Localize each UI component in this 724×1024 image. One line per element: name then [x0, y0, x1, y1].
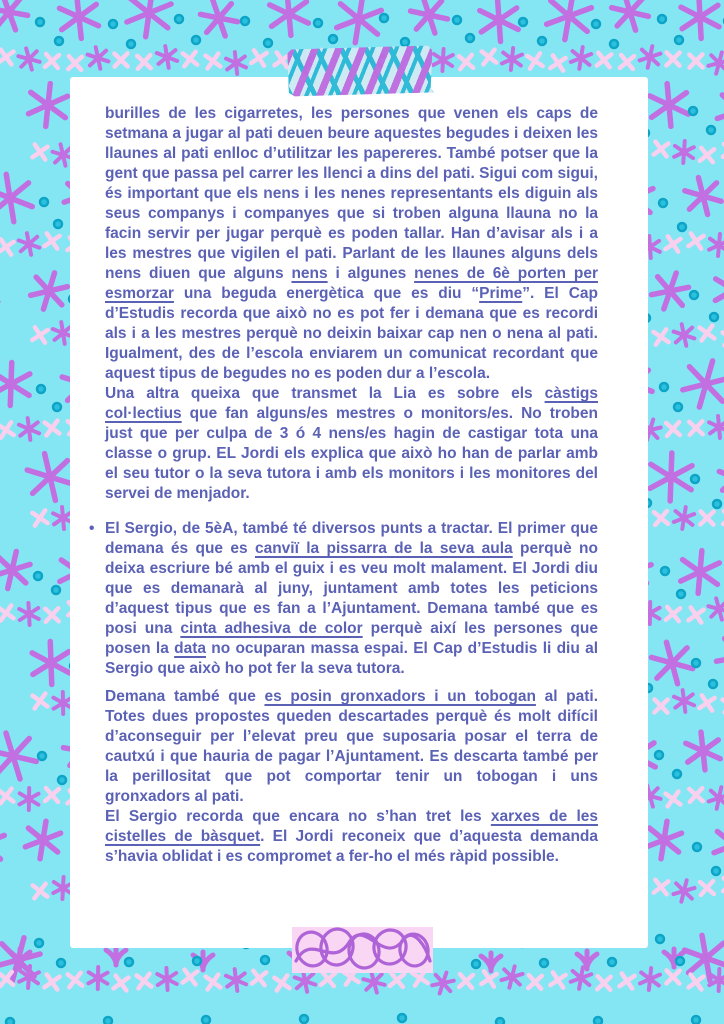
- x-mark-icon: [274, 52, 289, 67]
- dot-icon: [261, 956, 269, 964]
- dot-icon: [707, 126, 715, 134]
- text-segment: al pati. Totes dues propostes queden descartades perquè és molt difícil d’aconseguir per l’elevat preu que suposaria posar el terra de cautxú i que hauria de pagar l’Ajuntament. Es descarta també per la perillositat que pot comportar tenir un tobogan i uns gronxadors al pati.: [105, 688, 599, 805]
- x-mark-icon: [206, 54, 221, 69]
- bullet-marker: •: [89, 520, 95, 537]
- underlined-text: data: [174, 640, 206, 657]
- x-mark-icon: [45, 788, 59, 802]
- dot-icon: [690, 291, 698, 299]
- x-mark-icon: [32, 327, 47, 342]
- x-mark-icon: [32, 510, 47, 525]
- underlined-text: nenes de 6è porten per esmorzar: [105, 265, 598, 302]
- asterisk-icon: [680, 0, 719, 39]
- bulleted-paragraph: [89, 519, 599, 679]
- text-segment: i algunes: [327, 265, 415, 282]
- dot-icon: [127, 40, 135, 48]
- underlined-text: Prime: [479, 285, 523, 302]
- dot-icon: [659, 199, 667, 207]
- asterisk-icon: [709, 415, 724, 439]
- asterisk-icon: [0, 0, 31, 35]
- dot-icon: [691, 475, 699, 483]
- dot-icon: [519, 18, 527, 26]
- asterisk-icon: [673, 689, 694, 713]
- x-mark-icon: [666, 52, 679, 65]
- underlined-text: càstigs col·lectius: [105, 385, 598, 422]
- underlined-text: es posin gronxadors i un tobogan: [264, 688, 536, 705]
- asterisk-icon: [24, 449, 75, 505]
- dot-icon: [710, 313, 718, 321]
- text-segment: El Sergio, de 5èA, també té diversos punts a tractar. El primer que demana és que es: [105, 520, 598, 557]
- asterisk-icon: [24, 819, 62, 862]
- x-mark-icon: [137, 55, 151, 69]
- asterisk-icon: [545, 0, 594, 43]
- text-segment: Una altra queixa que transmet la Lia es sobre els: [105, 385, 545, 402]
- x-mark-icon: [700, 511, 713, 524]
- text-segment: perquè així les persones que posen la: [105, 620, 598, 657]
- x-mark-icon: [550, 972, 565, 987]
- underlined-text: nens: [291, 265, 328, 282]
- dot-icon: [673, 770, 681, 778]
- text-segment: perquè no deixa escriure bé amb el guix i es veu molt malament. El Jordi diu que es demanarà al juny, juntament amb totes les peticions d’aquest tipus que es fan a l’Ajuntament. Demana també que es posi una: [105, 540, 598, 637]
- x-mark-icon: [700, 326, 715, 341]
- x-mark-icon: [550, 55, 565, 70]
- asterisk-icon: [0, 548, 32, 592]
- asterisk-icon: [672, 322, 695, 347]
- dot-icon: [314, 19, 322, 27]
- dot-icon: [661, 567, 669, 575]
- dot-icon: [202, 1016, 210, 1024]
- x-mark-icon: [666, 970, 679, 983]
- underlined-text: canviï la pissarra de la seva aula: [254, 540, 513, 557]
- asterisk-icon: [19, 603, 39, 626]
- asterisk-icon: [639, 967, 660, 991]
- asterisk-icon: [27, 82, 68, 129]
- dot-icon: [540, 959, 548, 967]
- dot-icon: [55, 37, 63, 45]
- asterisk-icon: [680, 549, 721, 595]
- dot-icon: [104, 1017, 112, 1024]
- x-mark-icon: [527, 53, 542, 68]
- dot-icon: [655, 751, 663, 759]
- asterisk-icon: [645, 819, 683, 862]
- asterisk-icon: [685, 730, 721, 771]
- underlined-text: cinta adhesiva de color: [180, 620, 363, 637]
- dot-icon: [35, 939, 43, 947]
- x-mark-icon: [619, 973, 634, 988]
- asterisk-icon: [156, 45, 178, 70]
- dot-icon: [610, 40, 618, 48]
- paragraph: [105, 807, 598, 867]
- dot-icon: [693, 843, 701, 851]
- asterisk-icon: [225, 51, 246, 75]
- asterisk-icon: [673, 506, 695, 531]
- dot-icon: [109, 20, 117, 28]
- arrow-up-icon: [481, 953, 501, 971]
- dot-icon: [380, 14, 388, 22]
- dot-icon: [241, 17, 249, 25]
- x-mark-icon: [654, 511, 668, 525]
- dot-icon: [674, 403, 682, 411]
- dot-icon: [592, 20, 600, 28]
- document-card: [70, 77, 648, 948]
- asterisk-icon: [0, 727, 40, 785]
- x-mark-icon: [666, 422, 680, 436]
- dot-icon: [34, 572, 42, 580]
- x-mark-icon: [0, 789, 13, 804]
- asterisk-icon: [649, 82, 690, 128]
- x-mark-icon: [183, 52, 197, 66]
- dot-icon: [37, 385, 45, 393]
- dot-icon: [594, 1017, 602, 1024]
- dot-icon: [608, 958, 616, 966]
- dot-icon: [264, 39, 272, 47]
- asterisk-icon: [431, 970, 456, 997]
- dot-icon: [692, 659, 700, 667]
- dot-icon: [538, 37, 546, 45]
- asterisk-icon: [157, 968, 177, 991]
- asterisk-icon: [0, 171, 34, 225]
- x-mark-icon: [274, 975, 289, 990]
- asterisk-icon: [433, 49, 453, 72]
- x-mark-icon: [688, 607, 703, 622]
- x-mark-icon: [206, 975, 221, 990]
- asterisk-icon: [500, 964, 524, 990]
- dot-icon: [453, 16, 461, 24]
- dot-icon: [466, 34, 474, 42]
- dot-icon: [57, 959, 65, 967]
- x-mark-icon: [689, 54, 702, 67]
- dot-icon: [712, 867, 720, 875]
- dot-icon: [689, 107, 697, 115]
- asterisk-icon: [88, 967, 107, 989]
- asterisk-icon: [648, 268, 691, 315]
- x-mark-icon: [689, 788, 703, 802]
- text-segment: ”. El Cap d’Estudis recorda que això no es pot fer i demana que es recordi als i a les mestres perquè no deixin baixar cap nen o nena al pati. Igualment, des de l’escola enviarem un comunicat recordant que aquest tipus de begudes no es poden dur a l’escola.: [105, 285, 598, 382]
- asterisk-icon: [501, 47, 522, 71]
- x-mark-icon: [666, 607, 680, 621]
- dot-icon: [125, 958, 133, 966]
- dot-icon: [709, 680, 717, 688]
- x-mark-icon: [700, 148, 714, 162]
- x-mark-icon: [688, 233, 703, 248]
- x-mark-icon: [45, 54, 59, 68]
- x-mark-icon: [528, 975, 542, 989]
- asterisk-icon: [335, 0, 383, 46]
- document-content: [89, 104, 599, 867]
- dot-icon: [52, 586, 60, 594]
- asterisk-icon: [712, 627, 724, 686]
- asterisk-icon: [197, 0, 240, 41]
- asterisk-icon: [18, 417, 39, 441]
- washi-tape-scribble-icon: [292, 927, 433, 973]
- text-segment: que fan alguns/es mestres o monitors/es. No troben just que per culpa de 3 ó 4 nens/es hagin de castigar tota una classe o grup. EL Jordi els explica que això ho han de parlar amb el seu tutor o la seva tutora i amb els monitors i les monitores del servei de menjador.: [105, 405, 598, 502]
- x-mark-icon: [665, 236, 680, 251]
- x-mark-icon: [68, 973, 82, 987]
- dot-icon: [401, 38, 409, 46]
- x-mark-icon: [114, 53, 127, 66]
- asterisk-icon: [672, 878, 696, 904]
- asterisk-icon: [86, 45, 109, 70]
- x-mark-icon: [183, 970, 198, 985]
- x-mark-icon: [68, 56, 82, 70]
- asterisk-icon: [709, 233, 724, 257]
- x-mark-icon: [597, 976, 610, 989]
- x-mark-icon: [33, 884, 47, 898]
- x-mark-icon: [700, 881, 714, 895]
- x-mark-icon: [32, 144, 47, 159]
- dot-icon: [300, 1015, 308, 1023]
- washi-tape-crosshatch-icon: [287, 44, 434, 97]
- asterisk-icon: [650, 452, 693, 501]
- x-mark-icon: [654, 699, 667, 712]
- paragraph: [105, 104, 598, 384]
- x-mark-icon: [597, 53, 611, 67]
- asterisk-icon: [0, 817, 6, 871]
- dot-icon: [677, 590, 685, 598]
- x-mark-icon: [689, 975, 704, 990]
- dot-icon: [193, 957, 201, 965]
- text-segment: El Sergio recorda que encara no s’han tret les: [105, 808, 491, 825]
- dot-icon: [36, 18, 44, 26]
- text-segment: no ocuparan massa espai. El Cap d’Estudis li diu al Sergio que això ho pot fer la seva tutora.: [105, 640, 599, 677]
- x-mark-icon: [0, 50, 13, 65]
- text-segment: una beguda energètica que es diu “: [173, 285, 480, 302]
- asterisk-icon: [712, 821, 724, 869]
- text-segment: burilles de les cigarretes, les persones que venen els caps de setmana a jugar al pati deuen beure aquestes begudes i deixen les llaunes al pati enlloc d’utilitzar les papereres. També potser que la gent que passa pel carrer les llenci a dins del pati. Sigui com sigui, és important que els nens i les nenes representants els diguin als seus companys i companyes que si troben alguna llauna no la facin servir per jugar perquè es poden tallar. Han d’avisar als i a les mestres que vigilen el pati. Parlant de les llaunes alguns dels nens diuen que alguns: [105, 105, 598, 282]
- asterisk-icon: [674, 140, 694, 163]
- x-mark-icon: [0, 605, 14, 620]
- x-mark-icon: [44, 233, 59, 248]
- asterisk-icon: [32, 641, 70, 685]
- x-mark-icon: [45, 421, 60, 436]
- asterisk-icon: [570, 46, 592, 71]
- dot-icon: [398, 1014, 406, 1022]
- text-segment: Demana també que: [105, 688, 265, 705]
- x-mark-icon: [390, 973, 404, 987]
- paragraph: [105, 384, 598, 504]
- underlined-text: xarxes de les cistelles de bàsquet: [105, 808, 598, 845]
- dot-icon: [472, 960, 480, 968]
- x-mark-icon: [45, 608, 58, 621]
- dot-icon: [678, 223, 686, 231]
- asterisk-icon: [225, 968, 246, 992]
- asterisk-icon: [125, 0, 173, 40]
- asterisk-icon: [269, 0, 310, 37]
- dot-icon: [656, 935, 664, 943]
- dot-icon: [54, 220, 62, 228]
- x-mark-icon: [321, 972, 335, 986]
- x-mark-icon: [482, 50, 497, 65]
- x-mark-icon: [252, 971, 266, 985]
- dot-icon: [660, 383, 668, 391]
- x-mark-icon: [459, 974, 473, 988]
- x-mark-icon: [0, 239, 14, 254]
- dot-icon: [6, 1018, 14, 1024]
- dot-icon: [692, 1016, 700, 1024]
- arrow-up-icon: [577, 951, 597, 969]
- x-mark-icon: [689, 421, 702, 434]
- x-mark-icon: [654, 880, 668, 894]
- asterisk-icon: [28, 268, 70, 314]
- x-mark-icon: [654, 142, 669, 157]
- asterisk-icon: [715, 268, 724, 312]
- dot-icon: [192, 36, 200, 44]
- dot-icon: [676, 957, 684, 965]
- dot-icon: [40, 198, 48, 206]
- dot-icon: [496, 1018, 504, 1024]
- dot-icon: [658, 15, 666, 23]
- asterisk-icon: [18, 231, 41, 256]
- paragraph: [105, 687, 598, 807]
- x-mark-icon: [459, 55, 473, 69]
- asterisk-icon: [638, 44, 661, 69]
- asterisk-icon: [58, 0, 99, 40]
- asterisk-icon: [17, 46, 41, 72]
- x-mark-icon: [0, 422, 14, 437]
- x-mark-icon: [699, 695, 714, 710]
- asterisk-icon: [479, 0, 519, 43]
- asterisk-icon: [0, 362, 30, 406]
- asterisk-icon: [680, 355, 724, 413]
- x-mark-icon: [137, 974, 152, 989]
- dot-icon: [713, 500, 721, 508]
- x-mark-icon: [114, 976, 129, 991]
- asterisk-icon: [408, 0, 451, 38]
- x-mark-icon: [620, 55, 634, 69]
- asterisk-icon: [19, 788, 38, 810]
- asterisk-icon: [609, 0, 651, 35]
- dot-icon: [38, 752, 46, 760]
- dot-icon: [675, 36, 683, 44]
- dot-icon: [53, 403, 61, 411]
- arrow-up-icon: [106, 947, 126, 965]
- x-mark-icon: [481, 971, 496, 986]
- dot-icon: [329, 35, 337, 43]
- dot-icon: [175, 15, 183, 23]
- asterisk-icon: [718, 456, 724, 499]
- x-mark-icon: [666, 792, 681, 807]
- asterisk-icon: [707, 596, 724, 622]
- x-mark-icon: [33, 694, 48, 709]
- asterisk-icon: [707, 785, 724, 810]
- asterisk-icon: [649, 637, 696, 688]
- asterisk-icon: [707, 50, 724, 76]
- dot-icon: [58, 776, 66, 784]
- text-segment: . El Jordi reconeix que d’aquesta demanda s’havia oblidat i es compromet a fer-ho el més ràpid possible.: [105, 828, 598, 865]
- asterisk-icon: [683, 174, 724, 219]
- x-mark-icon: [44, 974, 59, 989]
- x-mark-icon: [653, 329, 668, 344]
- x-mark-icon: [251, 50, 266, 65]
